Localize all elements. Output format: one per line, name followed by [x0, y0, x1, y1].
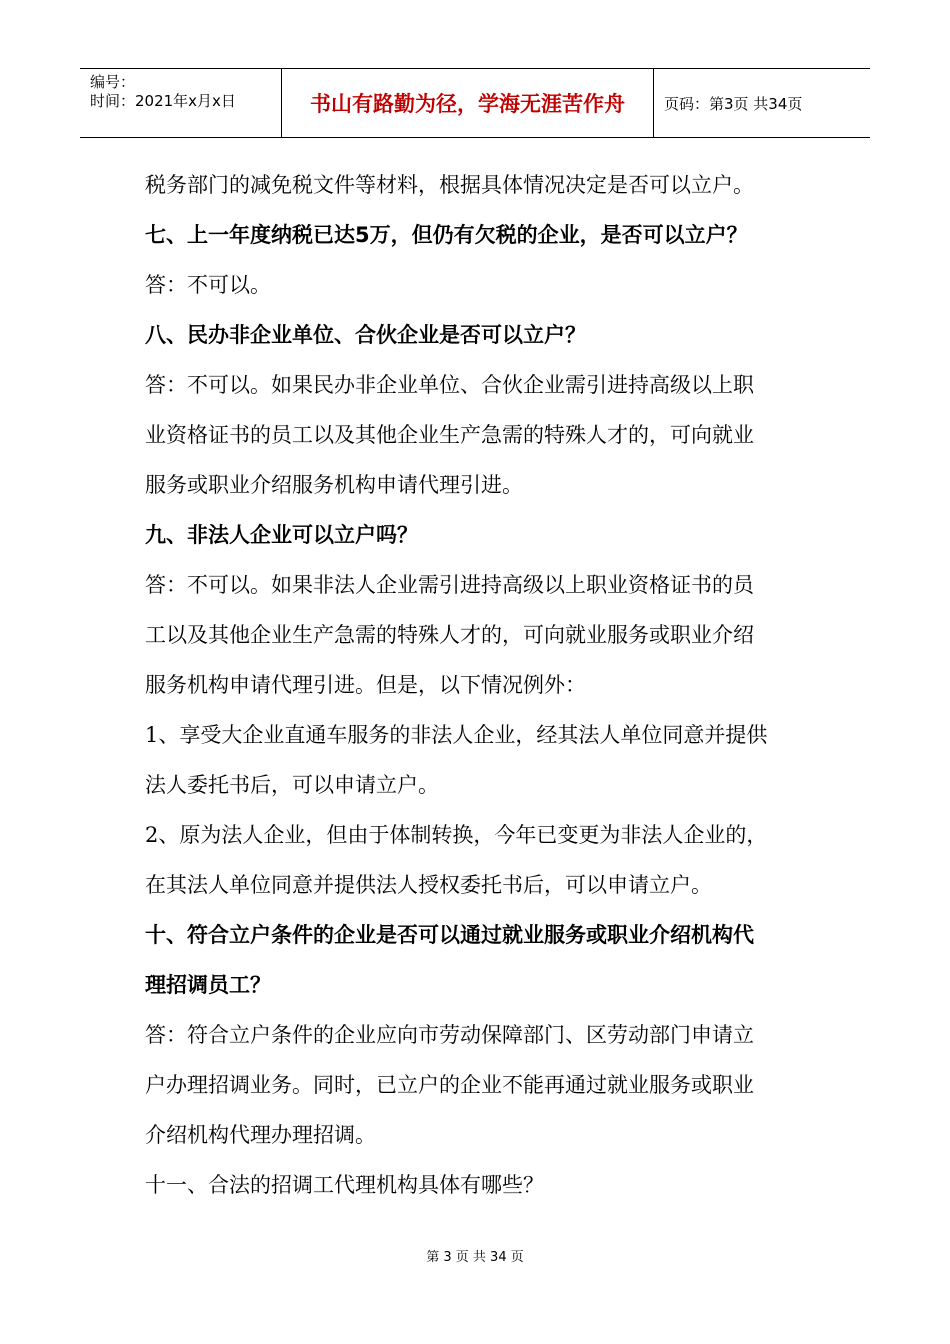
body-text-line: 介绍机构代理办理招调。	[145, 1123, 376, 1147]
header-page-cell	[654, 69, 870, 137]
body-text-line: 工以及其他企业生产急需的特殊人才的，可向就业服务或职业介绍	[145, 623, 754, 647]
question-heading-line: 八、民办非企业单位、合伙企业是否可以立户？	[145, 323, 586, 347]
motto-text: 书山有路勤为径，学海无涯苦作舟	[310, 92, 625, 116]
header-meta-cell	[80, 69, 282, 137]
body-text-line: 业资格证书的员工以及其他企业生产急需的特殊人才的，可向就业	[145, 423, 754, 447]
body-text-line: 在其法人单位同意并提供法人授权委托书后，可以申请立户。	[145, 873, 712, 897]
page-footer: 第 3 页 共 34 页	[426, 1250, 524, 1265]
body-text-line: 户办理招调业务。同时，已立户的企业不能再通过就业服务或职业	[145, 1073, 754, 1097]
body-text-line: 答：不可以。如果非法人企业需引进持高级以上职业资格证书的员	[145, 573, 754, 597]
body-text-line: 答：符合立户条件的企业应向市劳动保障部门、区劳动部门申请立	[145, 1023, 754, 1047]
header-motto-cell	[282, 69, 654, 137]
body-text-line: 服务机构申请代理引进。但是，以下情况例外：	[145, 673, 586, 697]
body-text-line: 答：不可以。如果民办非企业单位、合伙企业需引进持高级以上职	[145, 373, 754, 397]
time-label: 时间：2021年x月x日	[90, 92, 236, 110]
number-label: 编号：	[90, 73, 136, 91]
body-text-line: 税务部门的减免税文件等材料，根据具体情况决定是否可以立户。	[145, 173, 754, 197]
question-heading-line: 九、非法人企业可以立户吗？	[145, 523, 418, 547]
question-heading-line: 理招调员工？	[145, 973, 271, 997]
body-text-line: 法人委托书后，可以申请立户。	[145, 773, 439, 797]
body-text-line: 答：不可以。	[145, 273, 271, 297]
body-text-line: 服务或职业介绍服务机构申请代理引进。	[145, 473, 523, 497]
header-table	[80, 68, 870, 138]
body-text-line: 1、享受大企业直通车服务的非法人企业，经其法人单位同意并提供	[145, 723, 768, 747]
question-heading-line: 七、上一年度纳税已达5万，但仍有欠税的企业，是否可以立户？	[145, 223, 748, 247]
page-code: 页码：第3页 共34页	[664, 94, 803, 113]
question-heading-line: 十、符合立户条件的企业是否可以通过就业服务或职业介绍机构代	[145, 923, 754, 947]
body-text-line: 2、原为法人企业，但由于体制转换，今年已变更为非法人企业的，	[145, 823, 768, 847]
document-body	[145, 160, 815, 1210]
body-text-line: 十一、合法的招调工代理机构具体有哪些？	[145, 1173, 544, 1197]
